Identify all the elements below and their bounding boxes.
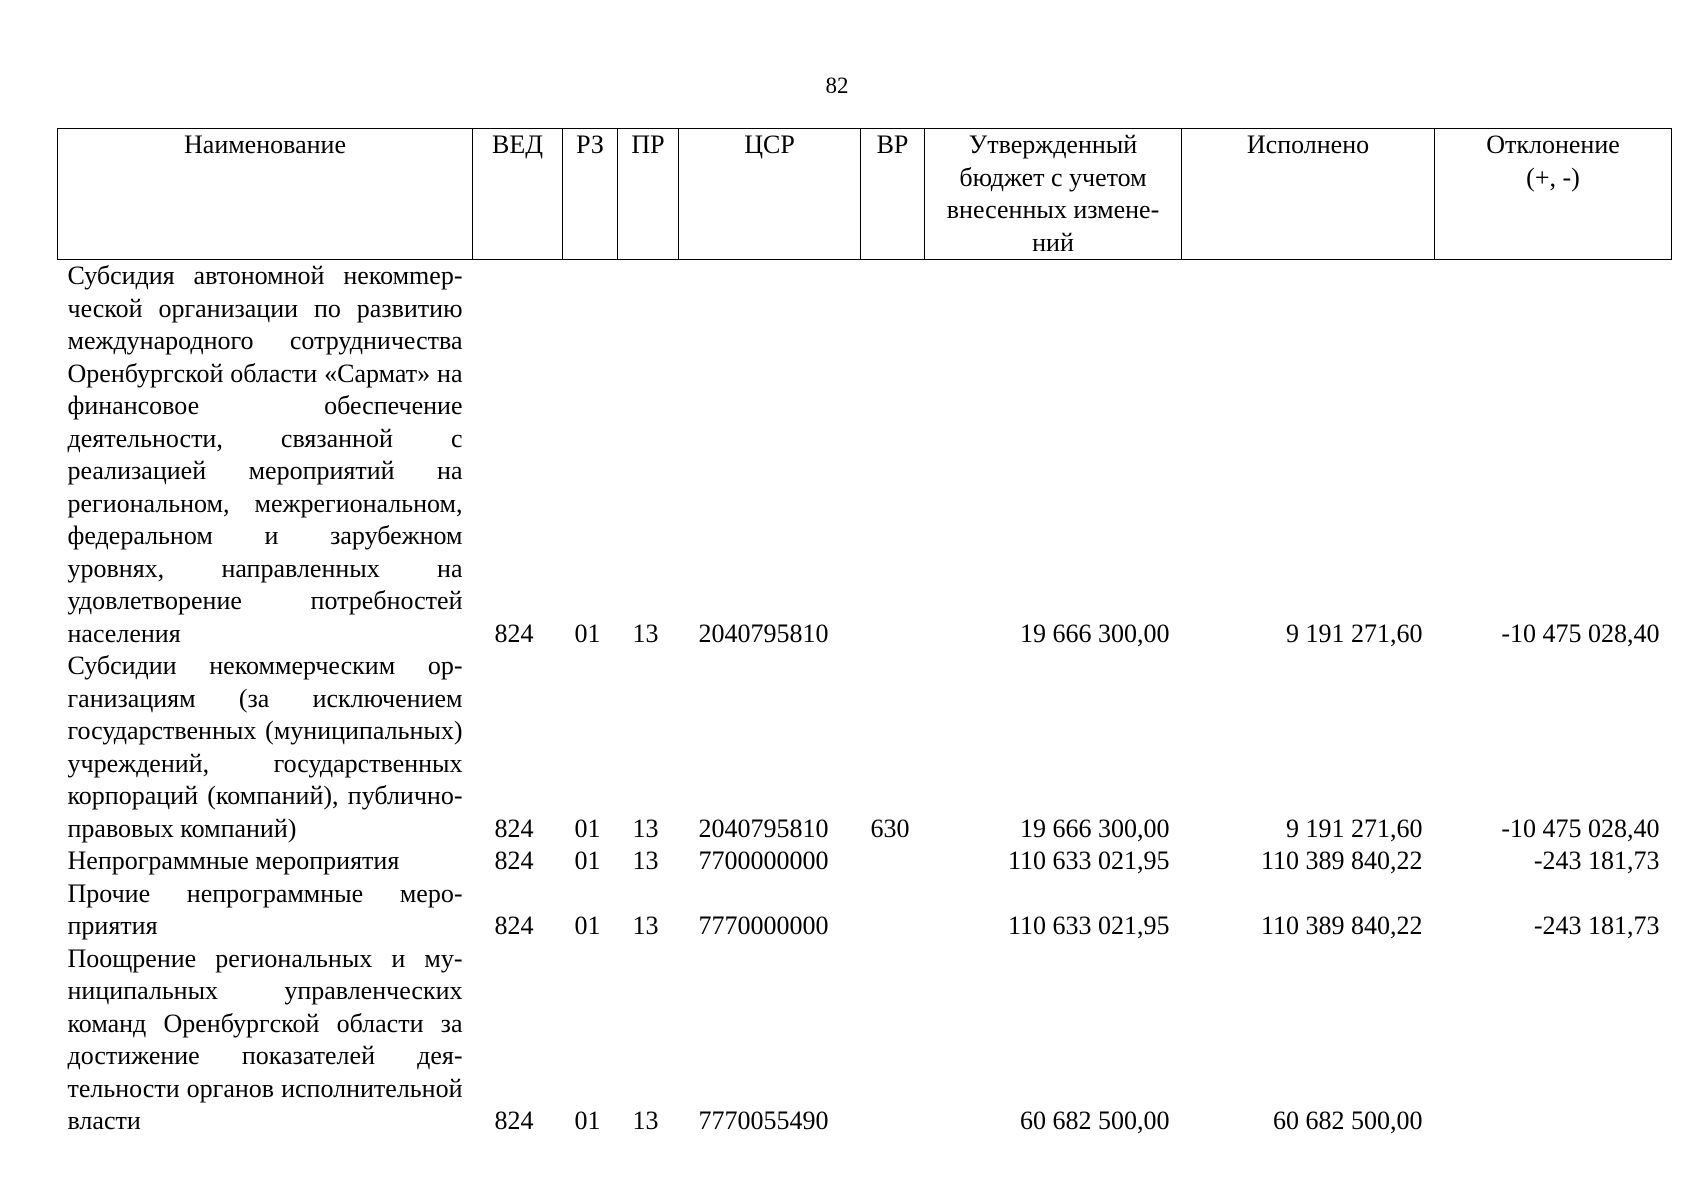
row-deviation: -10 475 028,40 — [1501, 813, 1660, 843]
row-name: Поощрение региональных и муниципальных управленческих команд Оренбургской области за достижение показателей деятельности органов исполнительной власти — [67, 943, 463, 1135]
row-approved: 19 666 300,00 — [1020, 813, 1170, 843]
header-pr: ПР — [618, 129, 679, 260]
header-csr: ЦСР — [679, 129, 861, 260]
row-pr: 13 — [632, 911, 659, 940]
row-deviation: -10 475 028,40 — [1501, 618, 1660, 648]
row-csr: 7700000000 — [698, 846, 829, 875]
row-executed: 110 389 840,22 — [1260, 846, 1423, 875]
table-row — [58, 878, 1672, 943]
header-vr: ВР — [861, 129, 925, 260]
budget-table — [57, 128, 1672, 1138]
table-row — [58, 260, 1672, 651]
row-executed: 60 682 500,00 — [1273, 1106, 1423, 1135]
row-vr: 630 — [870, 813, 910, 843]
row-name: Прочие непрограммные мероприятия — [67, 878, 463, 940]
row-pr: 13 — [632, 846, 659, 875]
row-pr: 13 — [632, 618, 659, 648]
row-ved: 824 — [494, 618, 534, 648]
page-number-text: 82 — [825, 73, 849, 98]
row-csr: 2040795810 — [698, 813, 829, 843]
row-vr — [861, 260, 925, 651]
header-deviation — [1435, 129, 1672, 260]
row-pr: 13 — [632, 813, 659, 843]
row-rz: 01 — [574, 1106, 601, 1135]
table-header — [58, 129, 1672, 260]
table-row — [58, 943, 1672, 1138]
header-approved — [925, 129, 1182, 260]
row-csr: 2040795810 — [698, 618, 829, 648]
header-approved-line: Утвержденный — [968, 130, 1138, 159]
table-row — [58, 650, 1672, 845]
row-executed: 9 191 271,60 — [1286, 813, 1423, 843]
row-ved: 824 — [494, 846, 534, 875]
header-deviation-line: Отклонение — [1486, 130, 1620, 159]
row-name: Субсидия автономной некомmерческой организации по развитию международного сотрудничества Оренбургской области «Сармат» на финансовое обеспечение деятельности, связанной с реализацией мероприятий на региональном, межрегиональном, федеральном и зарубежном уровнях, направленных на удовлетворение потребностей населения — [67, 261, 463, 648]
header-ved: ВЕД — [473, 129, 563, 260]
row-ved: 824 — [494, 1106, 534, 1135]
row-rz: 01 — [574, 911, 601, 940]
row-approved: 19 666 300,00 — [1020, 618, 1170, 648]
row-executed: 9 191 271,60 — [1286, 618, 1423, 648]
row-ved: 824 — [494, 911, 534, 940]
row-vr — [861, 845, 925, 878]
row-deviation: -243 181,73 — [1533, 911, 1660, 940]
header-approved-line: ний — [1032, 227, 1074, 257]
row-vr — [861, 943, 925, 1138]
header-executed: Исполнено — [1182, 129, 1435, 260]
row-pr: 13 — [632, 1106, 659, 1135]
row-executed: 110 389 840,22 — [1260, 911, 1423, 940]
page-number — [0, 72, 1697, 100]
row-approved: 60 682 500,00 — [1020, 1106, 1170, 1135]
row-deviation — [1435, 943, 1672, 1138]
row-vr — [861, 878, 925, 943]
row-csr: 7770055490 — [698, 1106, 829, 1135]
header-approved-line: бюджет с учетом — [959, 162, 1147, 192]
row-approved: 110 633 021,95 — [1007, 911, 1170, 940]
row-rz: 01 — [574, 813, 601, 843]
header-approved-line: внесенных измене- — [946, 195, 1160, 224]
header-rz: РЗ — [563, 129, 618, 260]
row-csr: 7770000000 — [698, 911, 829, 940]
row-name: Субсидии некоммерческим организациям (за исключением государственных (муниципальных) учреждений, государственных корпораций (компаний), публично-правовых компаний) — [67, 651, 463, 843]
row-rz: 01 — [574, 618, 601, 648]
table-row — [58, 845, 1672, 878]
row-approved: 110 633 021,95 — [1007, 846, 1170, 875]
table-body — [58, 260, 1672, 1138]
header-name: Наименование — [58, 129, 473, 260]
row-name: Непрограммные мероприятия — [67, 846, 400, 875]
row-ved: 824 — [494, 813, 534, 843]
row-deviation: -243 181,73 — [1533, 846, 1660, 875]
header-deviation-line: (+, -) — [1526, 162, 1580, 192]
row-rz: 01 — [574, 846, 601, 875]
